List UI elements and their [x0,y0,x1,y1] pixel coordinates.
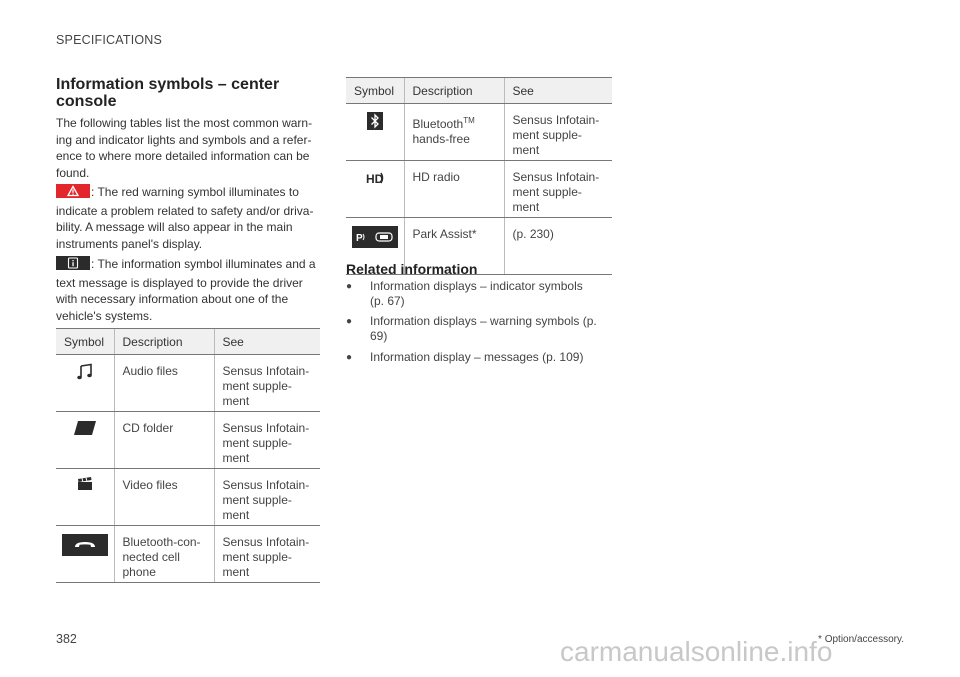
bullet-icon: ● [346,352,353,363]
row-see: Sensus Infotain-ment supple-ment [214,469,320,526]
header-description: Description [114,329,214,355]
svg-text:P: P [355,233,363,244]
list-item: ● Information displays – warning symbols (p. 69) [346,314,597,343]
bluetooth-icon [367,119,383,133]
cd-folder-icon [74,425,96,439]
header-symbol: Symbol [56,329,114,355]
list-item: ● Information display – messages (p. 109) [346,350,584,364]
warning-text: : The red warning symbol illuminates to indicate a problem related to safety and/or driva-bility. A message will also appear in the main instruments panel's display. [56,185,314,251]
row-description: HD radio [404,161,504,218]
intro-paragraph: The following tables list the most common warn-ing and indicator lights and symbols and a refer-ence to where more detailed information can be found. [56,116,313,180]
row-see: Sensus Infotain-ment supple-ment [214,526,320,583]
symbols-table-1 [56,328,320,583]
header-see: See [214,329,320,355]
row-see: Sensus Infotain-ment supple-ment [504,161,612,218]
table-row [56,355,320,412]
table-row [346,104,612,161]
bullet-icon: ● [346,281,353,292]
header-description: Description [404,78,504,104]
section-title: Information symbols – center console [56,76,280,110]
list-item: ● Information displays – indicator symbols (p. 67) [346,279,583,308]
table-row [56,526,320,583]
watermark: carmanualsonline.info [560,636,833,667]
row-description: Bluetooth-con-nected cell phone [114,526,214,583]
page-header: SPECIFICATIONS [56,33,163,47]
table-row [56,412,320,469]
bullet-icon: ● [346,316,353,327]
related-information-heading: Related information [346,261,478,277]
music-note-icon [76,370,94,384]
page-number: 382 [56,632,77,646]
row-see: Sensus Infotain-ment supple-ment [214,355,320,412]
phone-handset-icon [62,545,108,559]
svg-text:HD: HD [365,172,384,186]
row-see: Sensus Infotain-ment supple-ment [214,412,320,469]
row-see: (p. 230) [504,218,612,275]
info-paragraph [56,256,324,324]
header-see: See [504,78,612,104]
row-description: Video files [114,469,214,526]
row-description: Audio files [114,355,214,412]
warning-paragraph [56,184,324,252]
row-description: Bluetooth™ hands-free [404,104,504,161]
park-assist-icon [352,233,398,251]
header-symbol: Symbol [346,78,404,104]
information-icon [56,256,90,275]
warning-triangle-icon [56,184,90,203]
row-description: CD folder [114,412,214,469]
table-row [346,161,612,218]
row-description: Park Assist* [404,218,504,275]
table-row [56,469,320,526]
row-see: Sensus Infotain-ment supple-ment [504,104,612,161]
footnote: * Option/accessory. [818,634,904,645]
symbols-table-2 [346,77,612,275]
clapperboard-icon [77,480,93,494]
hd-radio-icon [365,172,385,190]
info-text: : The information symbol illuminates and a text message is displayed to provide the driver with necessary information about one of the vehicle's systems. [56,257,316,323]
